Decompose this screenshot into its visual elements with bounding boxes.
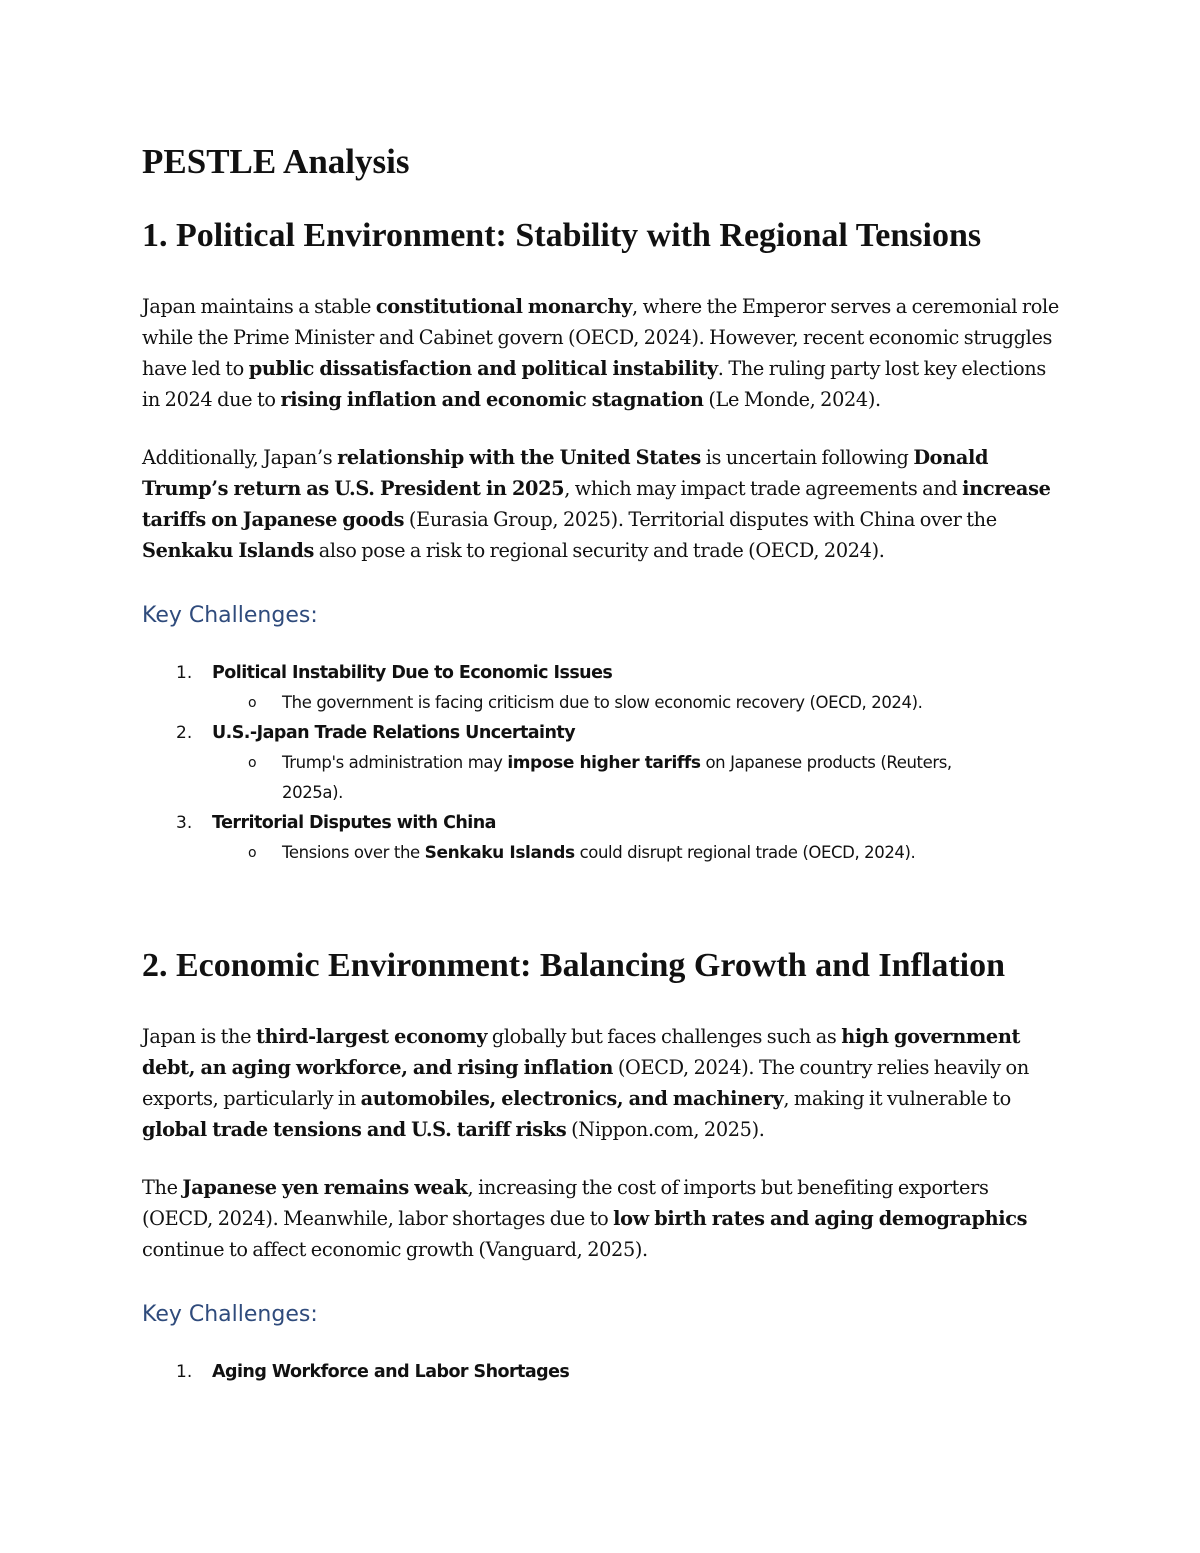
challenge-item [142,658,1062,718]
challenge-title: U.S.-Japan Trade Relations Uncertainty [212,723,576,743]
bold-text: Donald Trump’s return as U.S. President in 2025 [142,446,989,500]
bold-text: high government debt, an aging workforce, and rising inflation [142,1025,1021,1079]
bold-text: public dissatisfaction and political instability [248,357,718,380]
paragraph: Japan maintains a stable constitutional monarchy, where the Emperor serves a ceremonial role while the Prime Minister and Cabinet govern (OECD, 2024). However, recent economic struggles have led to public dissatisfaction and political instability. The ruling party lost key elections in 2024 due to rising inflation and economic stagnation (Le Monde, 2024). [142,295,1059,411]
circle-bullet-icon: o [248,845,257,861]
section-heading-economic: 2. Economic Environment: Balancing Growth and Inflation [142,947,1006,984]
list-number: 1. [176,663,193,683]
circle-bullet-icon: o [248,695,257,711]
challenge-title: Territorial Disputes with China [212,813,496,833]
challenge-item [142,1357,1062,1387]
bold-text: constitutional monarchy [375,295,633,318]
bold-text: relationship with the United States [337,446,701,469]
list-number: 1. [176,1362,193,1382]
section-heading-political: 1. Political Environment: Stability with Regional Tensions [142,217,982,254]
bold-text: low birth rates and aging demographics [613,1207,1028,1230]
key-challenges-heading: Key Challenges: [142,603,318,628]
bold-text: impose higher tariffs [507,753,701,773]
bold-text: Senkaku Islands [142,539,314,562]
document-title: PESTLE Analysis [142,142,410,181]
sub-bullet-item: o Trump's administration may impose higher tariffs on Japanese products (Reuters, 2025a). [212,748,1012,808]
paragraph: The Japanese yen remains weak, increasing the cost of imports but benefiting exporters (OECD, 2024). Meanwhile, labor shortages due to low birth rates and aging demographics continue to affect economic growth (Vanguard, 2025). [142,1176,1028,1261]
sub-bullet-item: o The government is facing criticism due to slow economic recovery (OECD, 2024). [212,688,1012,718]
bold-text: automobiles, electronics, and machinery [360,1087,784,1110]
challenges-list [142,658,1062,868]
sub-bullet-list [212,688,1062,718]
bold-text: Japanese yen remains weak [182,1176,468,1199]
challenges-list [142,1357,1062,1387]
document-page [142,130,1062,1387]
challenge-title: Aging Workforce and Labor Shortages [212,1362,570,1382]
bold-text: rising inflation and economic stagnation [280,388,704,411]
circle-bullet-icon: o [248,755,257,771]
challenge-title: Political Instability Due to Economic Issues [212,663,613,683]
bold-text: third-largest economy [255,1025,488,1048]
list-number: 2. [176,723,193,743]
challenge-item [142,718,1062,808]
key-challenges-heading: Key Challenges: [142,1302,318,1327]
list-number: 3. [176,813,193,833]
sub-bullet-list [212,748,1062,808]
bold-text: Senkaku Islands [424,843,575,863]
sub-bullet-list [212,838,1062,868]
bold-text: global trade tensions and U.S. tariff risks [142,1118,567,1141]
bold-text: increase tariffs on Japanese goods [142,477,1051,531]
challenge-item [142,808,1062,868]
paragraph: Japan is the third-largest economy globally but faces challenges such as high government debt, an aging workforce, and rising inflation (OECD, 2024). The country relies heavily on exports, particularly in automobiles, electronics, and machinery, making it vulnerable to global trade tensions and U.S. tariff risks (Nippon.com, 2025). [142,1025,1029,1141]
paragraph: Additionally, Japan’s relationship with the United States is uncertain following Donald Trump’s return as U.S. President in 2025, which may impact trade agreements and increase tariffs on Japanese goods (Eurasia Group, 2025). Territorial disputes with China over the Senkaku Islands also pose a risk to regional security and trade (OECD, 2024). [142,446,1051,562]
sub-bullet-item: o Tensions over the Senkaku Islands could disrupt regional trade (OECD, 2024). [212,838,1012,868]
